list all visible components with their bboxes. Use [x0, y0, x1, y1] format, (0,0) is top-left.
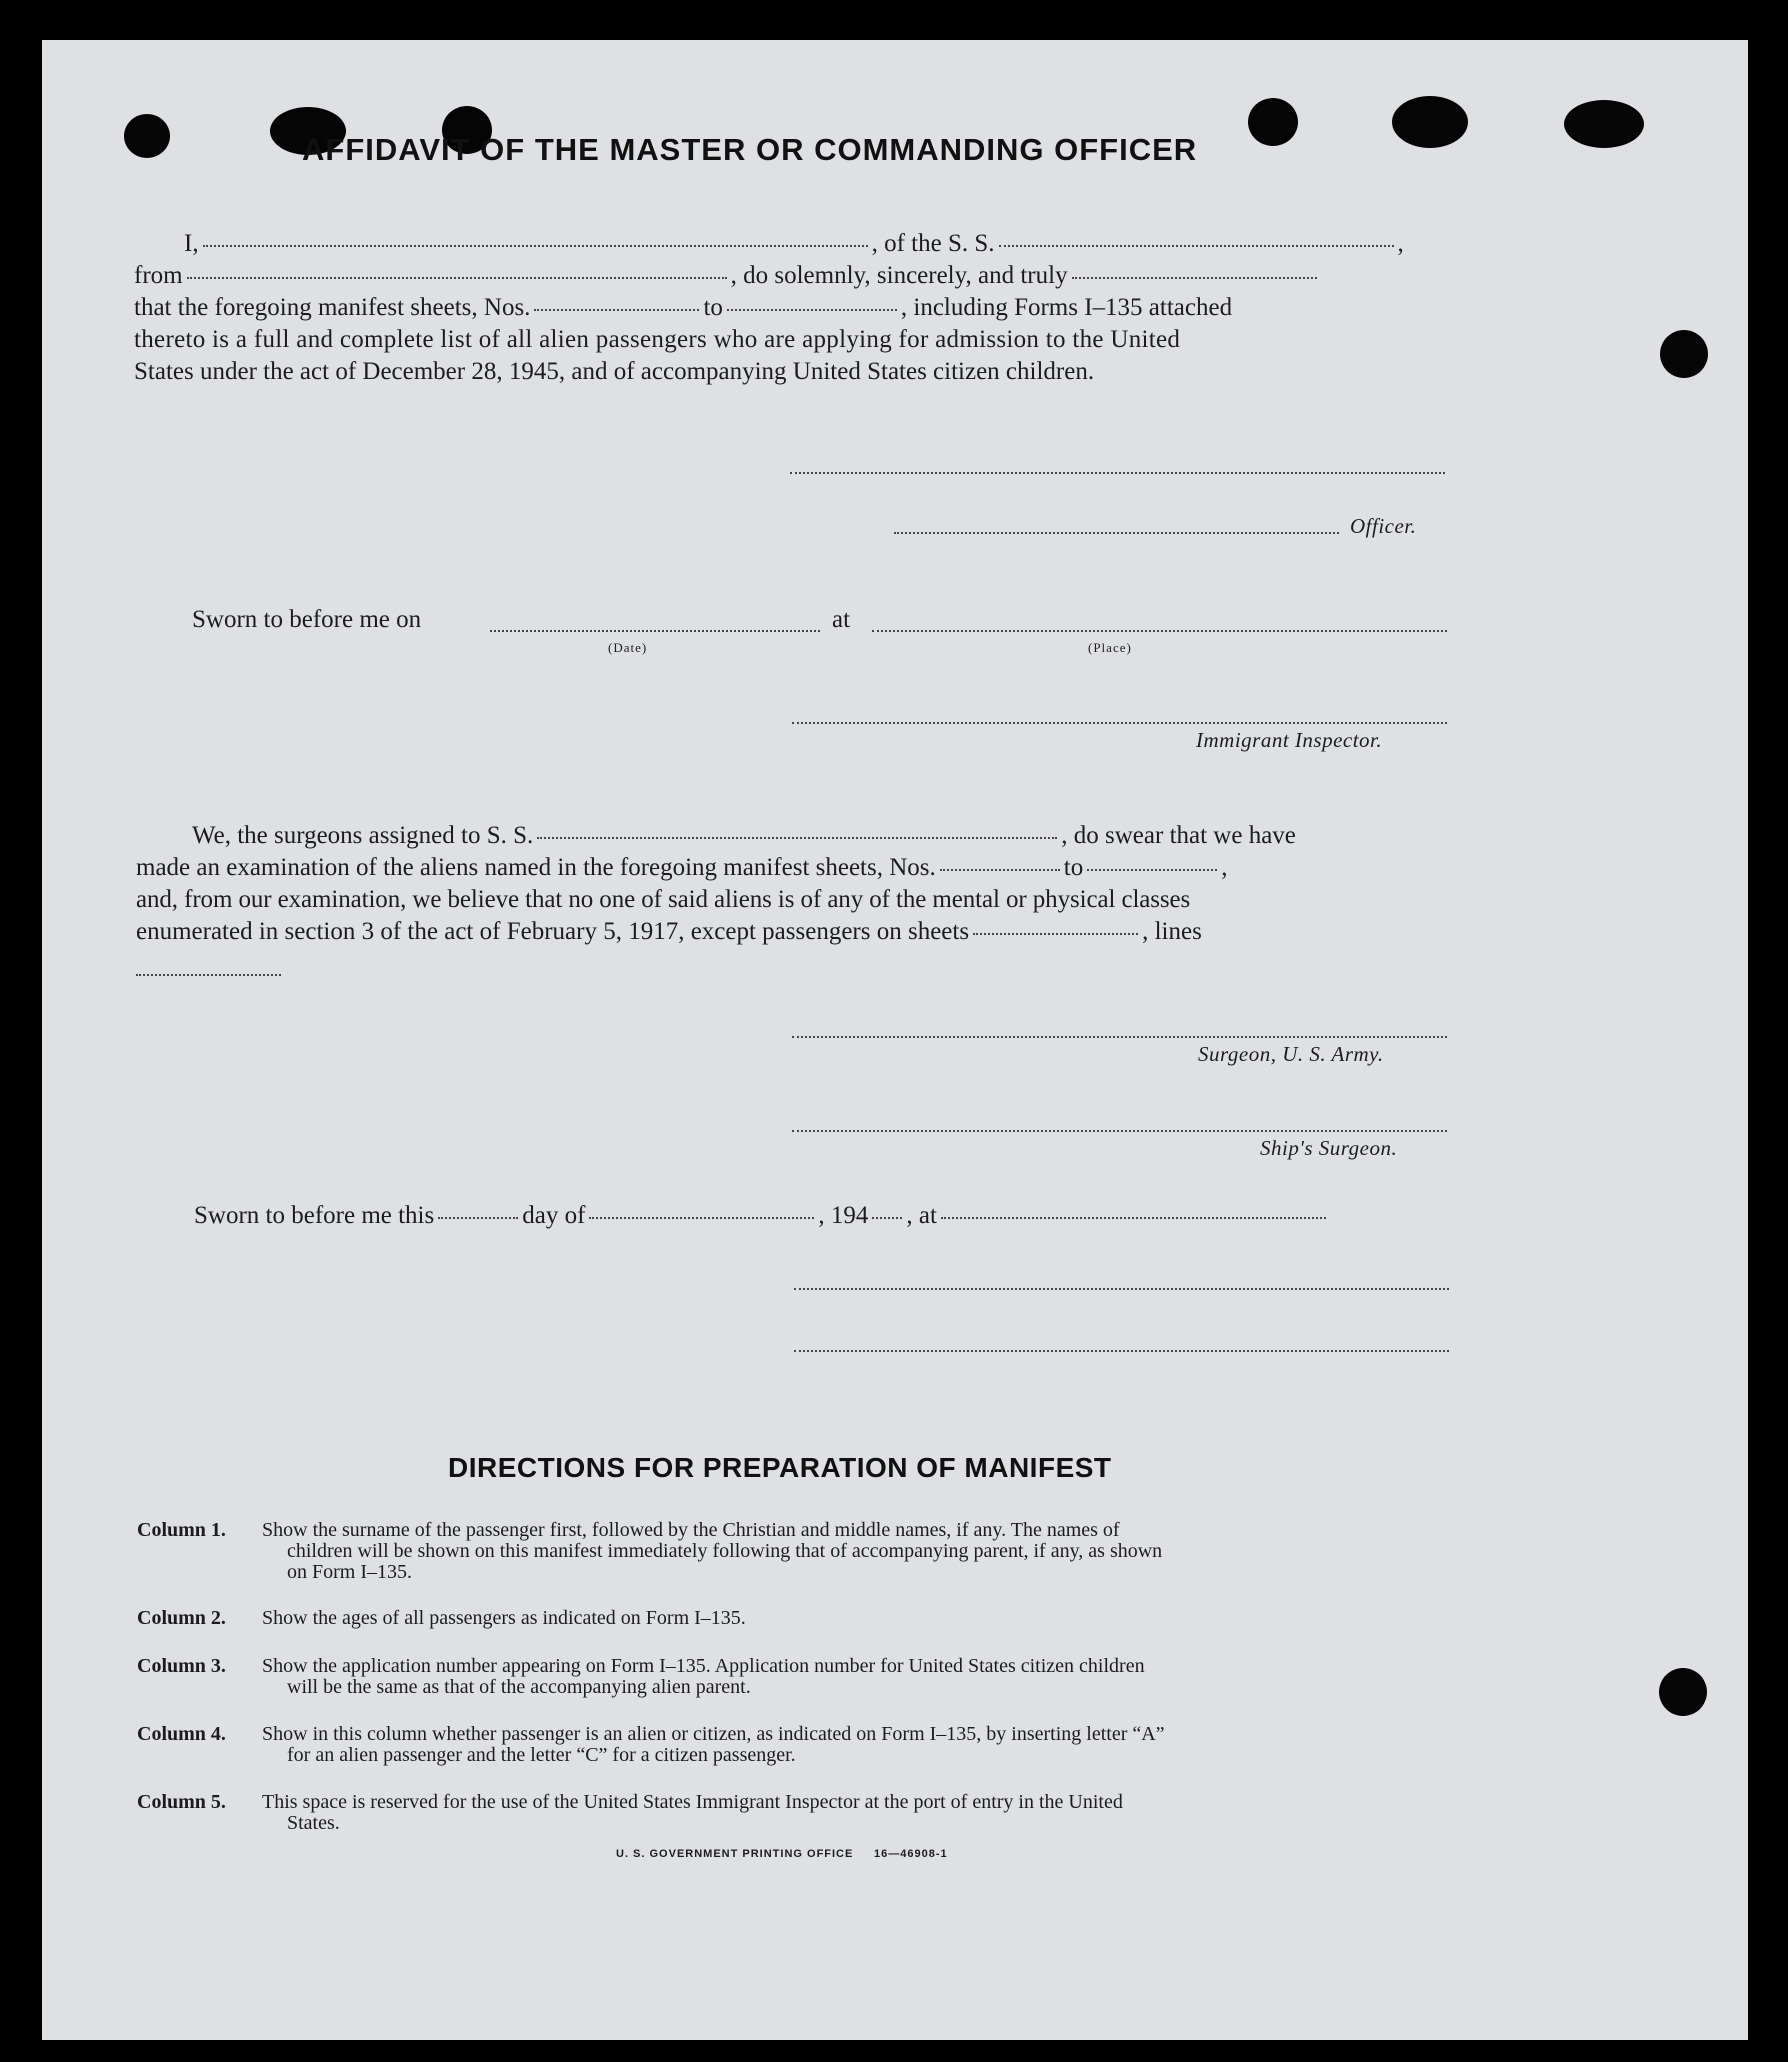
punch-hole [1248, 98, 1298, 146]
text: Sworn to before me this [194, 1202, 435, 1229]
form-page [42, 40, 1748, 2040]
surgeons-line-3: and, from our examination, we believe that no one of said aliens is of any of the mental or physical classes [136, 886, 1191, 913]
direction-column-4 [137, 1724, 1507, 1770]
sworn2-signature-line-1[interactable] [794, 1288, 1449, 1290]
officer-caption: Officer. [1350, 514, 1417, 538]
punch-hole [1564, 100, 1644, 148]
text: This space is reserved for the use of the United States Immigrant Inspector at the port of entry in the United [262, 1791, 1123, 1813]
text: will be the same as that of the accompanying alien parent. [287, 1676, 751, 1698]
text: I, [184, 230, 199, 257]
text: , including Forms I–135 attached [900, 294, 1233, 321]
column-text [262, 1656, 1507, 1698]
text: , at [906, 1202, 937, 1229]
ship-surgeon-caption: Ship's Surgeon. [1260, 1136, 1398, 1160]
text: Show the surname of the passenger first, followed by the Christian and middle names, if any. The names of [262, 1519, 1120, 1541]
affidavit-line-3 [134, 292, 1232, 324]
punch-hole [1660, 330, 1708, 378]
text: that the foregoing manifest sheets, Nos. [134, 294, 531, 321]
column-text [262, 1520, 1507, 1583]
text: Show in this column whether passenger is an alien or citizen, as indicated on Form I–135, by inserting letter “A” [262, 1723, 1165, 1745]
at-field[interactable] [941, 1217, 1326, 1219]
page-title: AFFIDAVIT OF THE MASTER OR COMMANDING OFFICER [302, 132, 1198, 167]
column-label: Column 2. [137, 1607, 226, 1629]
affidavit-line-1 [184, 228, 1404, 260]
text: enumerated in section 3 of the act of February 5, 1917, except passengers on sheets [136, 918, 970, 945]
name-field[interactable] [203, 245, 868, 247]
surgeons-line-2 [136, 852, 1227, 884]
column-label: Column 1. [137, 1519, 226, 1541]
directions-heading: DIRECTIONS FOR PREPARATION OF MANIFEST [448, 1452, 1112, 1483]
affidavit-line-5: States under the act of December 28, 1945, and of accompanying United States citizen children. [134, 358, 1095, 385]
army-surgeon-caption: Surgeon, U. S. Army. [1198, 1042, 1384, 1066]
direction-column-1 [137, 1520, 1507, 1590]
ship-surgeon-signature-line[interactable] [792, 1130, 1447, 1132]
officer-signature-line[interactable] [790, 472, 1445, 474]
surgeon-ship-field[interactable] [537, 837, 1057, 839]
direction-column-3 [137, 1656, 1507, 1702]
text: We, the surgeons assigned to S. S. [192, 822, 534, 849]
swear-field[interactable] [1072, 277, 1317, 279]
column-text [262, 1724, 1507, 1766]
sworn-place-field[interactable] [872, 630, 1447, 632]
column-label: Column 4. [137, 1723, 226, 1745]
date-caption: (Date) [608, 640, 648, 655]
text: , 194 [818, 1202, 869, 1229]
text: Show the application number appearing on Form I–135. Application number for United States citizen children [262, 1655, 1145, 1677]
month-field[interactable] [589, 1217, 814, 1219]
text: , of the S. S. [871, 230, 995, 257]
column-text [262, 1792, 1507, 1834]
army-surgeon-signature-line[interactable] [792, 1036, 1447, 1038]
lines-field[interactable] [136, 974, 281, 976]
text: made an examination of the aliens named in the foregoing manifest sheets, Nos. [136, 854, 936, 881]
surgeon-sheet-from-field[interactable] [940, 869, 1060, 871]
sworn-date-field[interactable] [490, 630, 820, 632]
punch-hole [1659, 1668, 1707, 1716]
text: , [1397, 230, 1404, 257]
sworn-text: Sworn to before me on [192, 606, 422, 633]
form-number: 16—46908-1 [874, 1848, 948, 1860]
direction-column-2 [137, 1608, 1507, 1632]
text: , lines [1142, 918, 1202, 945]
ship-field[interactable] [999, 245, 1394, 247]
punch-hole [1392, 96, 1468, 148]
column-text [262, 1608, 1507, 1629]
surgeons-line-4 [136, 916, 1202, 948]
sworn-at-text: at [832, 606, 851, 633]
day-field[interactable] [438, 1217, 518, 1219]
punch-hole [124, 114, 170, 158]
sworn2-signature-line-2[interactable] [794, 1350, 1449, 1352]
text: to [703, 294, 723, 321]
except-sheets-field[interactable] [973, 933, 1138, 935]
text: States. [287, 1812, 340, 1834]
affidavit-line-4: thereto is a full and complete list of all alien passengers who are applying for admission to the United [134, 326, 1181, 353]
text: day of [522, 1202, 586, 1229]
printer-imprint: U. S. GOVERNMENT PRINTING OFFICE [616, 1848, 854, 1860]
officer-name-line[interactable] [894, 532, 1339, 534]
inspector-signature-line[interactable] [792, 722, 1447, 724]
text: from [134, 262, 183, 289]
column-label: Column 5. [137, 1791, 226, 1813]
text: , [1221, 854, 1228, 881]
text: children will be shown on this manifest immediately following that of accompanying parent, if any, as shown [287, 1540, 1163, 1562]
inspector-caption: Immigrant Inspector. [1196, 728, 1383, 752]
sheet-to-field[interactable] [727, 309, 897, 311]
surgeon-sheet-to-field[interactable] [1087, 869, 1217, 871]
surgeons-line-1 [192, 820, 1296, 852]
sworn2-line [194, 1200, 1330, 1232]
text: for an alien passenger and the letter “C” for a citizen passenger. [287, 1744, 796, 1766]
from-field[interactable] [187, 277, 727, 279]
text: , do swear that we have [1061, 822, 1296, 849]
text: to [1063, 854, 1084, 881]
affidavit-line-2 [134, 260, 1321, 292]
column-label: Column 3. [137, 1655, 226, 1677]
text: on Form I–135. [287, 1561, 412, 1583]
text: Show the ages of all passengers as indicated on Form I–135. [262, 1607, 746, 1629]
place-caption: (Place) [1088, 640, 1132, 655]
text: , do solemnly, sincerely, and truly [730, 262, 1068, 289]
sheet-from-field[interactable] [534, 309, 699, 311]
year-field[interactable] [872, 1217, 902, 1219]
direction-column-5 [137, 1792, 1507, 1838]
